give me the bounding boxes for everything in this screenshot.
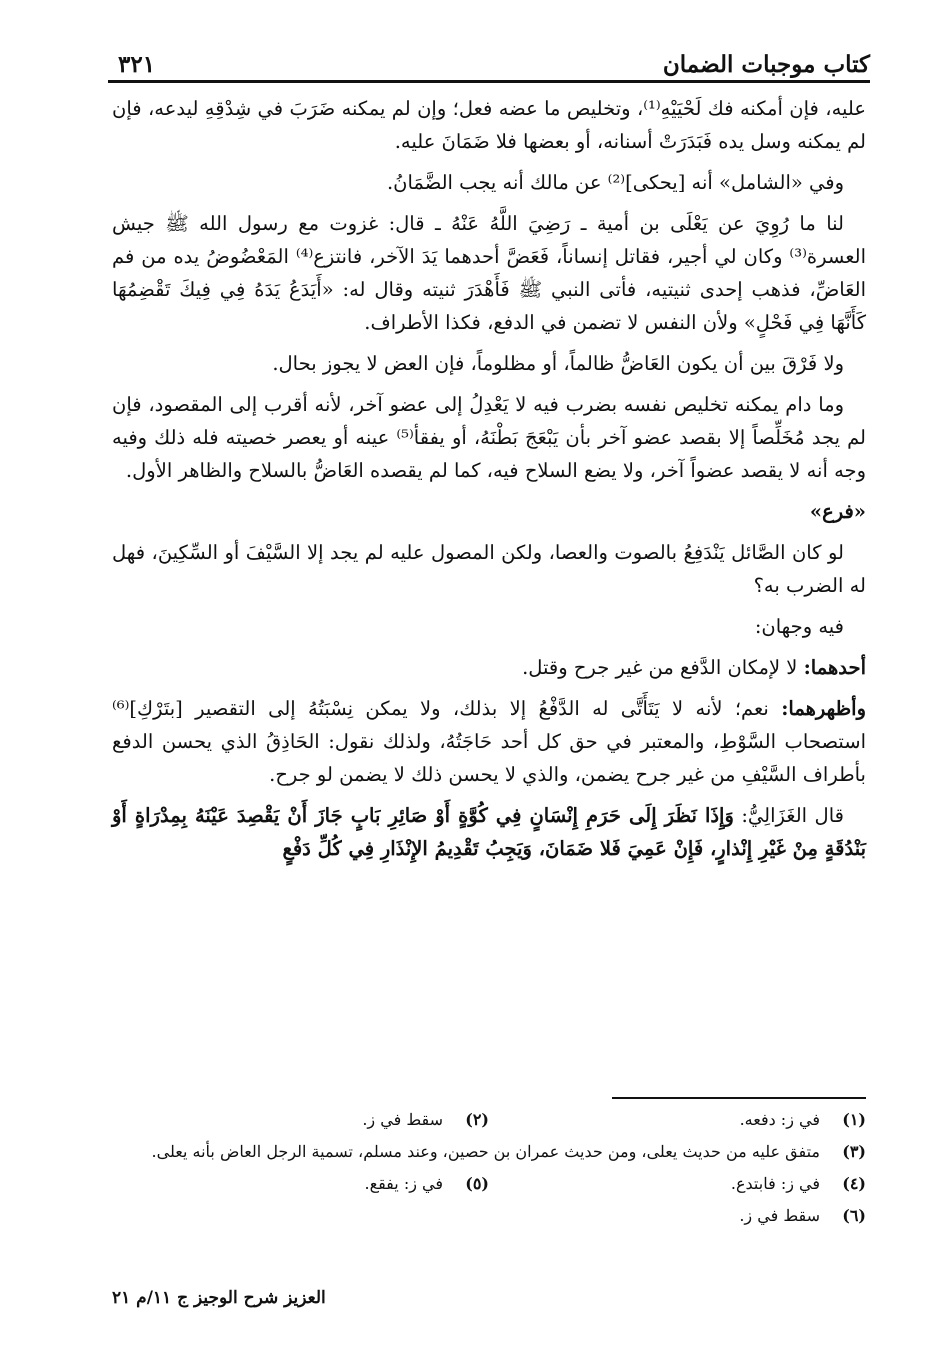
footnote-1 [489,1106,866,1133]
chapter-title: كتاب موجبات الضمان [662,51,870,78]
footnote-number: (٢) [465,1110,489,1129]
paragraph: وما دام يمكنه تخليص نفسه بضرب فيه لا يَعْدِلُ إلى عضو آخر، لأنه أقرب إلى المقصود، فإن لم يجد مُخَلِّصاً إلا بقصد عضو آخر بأن يَبْعَجَ بَطْنَهُ، أو يفقأ⁽⁵⁾ عينه أو يعصر خصيته فله ذلك وفيه وجه أنه لا يقصد عضواً آخر، ولا يضع السلاح فيه، كما لم يقصده العَاضُّ بالسلاح والظاهر الأول. [112,393,866,482]
footnote-text: في ز: فابتدع. [730,1174,820,1193]
footnote-2 [112,1106,489,1133]
footnote-text: سقط في ز. [739,1206,820,1225]
footnote-text: في ز: يفقع. [364,1174,443,1193]
page-number: ٣٢١ [118,51,156,78]
main-text [112,92,866,873]
footnote-5 [112,1170,489,1197]
footnote-4 [489,1170,866,1197]
far-heading: «فرع» [809,500,866,523]
footnote-text: في ز: دفعه. [739,1110,820,1129]
footnotes [112,1106,866,1234]
footnote-rule [612,1097,866,1099]
first-view-text: لا لإمكان الدَّفع من غير جرح وقتل. [522,656,804,679]
footnote-text: سقط في ز. [362,1110,443,1129]
footnote-3 [112,1138,866,1165]
second-view [112,692,866,791]
first-view-label: أحدهما: [803,656,866,679]
paragraph: لنا ما رُوِيَ عن يَعْلَى بن أمية ـ رَضِيَ اللَّهُ عَنْهُ ـ قال: غزوت مع رسول الله ﷺ جيش العسرة⁽³⁾ وكان لي أجير، فقاتل إنساناً، فَعَضَّ أحدهما يَدَ الآخر، فانتزع⁽⁴⁾ المَعْضُوضُ يده من فم العَاضِّ، فذهب إحدى ثنيتيه، فأتى النبي ﷺ فَأَهْدَرَ ثنيته وقال له: «أَيَدَعُ يَدَهُ فِي فِيكَ تَقْضِمُهَا كَأَنَّهَا فِي فَحْلٍ» ولأن النفس لا تضمن في الدفع، فكذا الأطراف. [112,212,866,334]
paragraph: ولا فَرْقَ بين أن يكون العَاضُّ ظالماً، أو مظلوماً، فإن العض لا يجوز بحال. [272,352,844,375]
running-header [118,38,870,78]
ghazali-quote [112,799,866,865]
second-view-label: وأظهرهما: [781,697,866,720]
paragraph: لو كان الصَّائل يَنْدَفِعُ بالصوت والعصا، ولكن المصول عليه لم يجد إلا السَّيْفَ أو السِّكِينَ، فهل له الضرب به؟ [112,541,866,597]
page-footer: العزيز شرح الوجيز ج ١١/م ٢١ [112,1288,326,1308]
paragraph: وفي «الشامل» أنه [يحكى]⁽²⁾ عن مالك أنه يجب الضَّمَانُ. [386,171,844,194]
footnote-number: (٤) [842,1174,866,1193]
footnote-number: (٦) [842,1206,866,1225]
footnote-number: (٣) [842,1142,866,1161]
paragraph: عليه، فإن أمكنه فك لَحْيَيْهِ⁽¹⁾، وتخليص ما عضه فعل؛ وإن لم يمكنه ضَرَبَ في شِدْقِهِ ليدعه، فإن لم يمكنه وسل يده فَبَدَرَتْ أسنانه، أو بعضها فلا ضَمَانَ عليه. [112,97,866,153]
header-rule [108,80,870,83]
footnote-number: (١) [842,1110,866,1129]
paragraph: فيه وجهان: [754,615,844,638]
footnote-number: (٥) [465,1174,489,1193]
first-view [112,651,866,684]
second-view-text: نعم؛ لأنه لا يَتَأَتَّى له الدَّفْعُ إلا بذلك، ولا يمكن نِسْبَتُهُ إلى التقصير [بتَرْكِ]⁽⁶⁾ استصحاب السَّوْطِ، والمعتبر في حق كل أحد حَاجَتُهُ، ولذلك نقول: الحَاذِقُ الذي يحسن الدفع بأطراف السَّيْفِ من غير جرح يضمن، والذي لا يحسن ذلك لا يضمن لو جرح. [112,697,866,786]
footnote-6 [112,1202,866,1229]
footnote-text: متفق عليه من حديث يعلى، ومن حديث عمران بن حصين، وعند مسلم، تسمية الرجل العاض بأنه يعلى. [151,1142,820,1161]
quote-text: وَإِذَا نَظَرَ إِلَى حَرَمِ إِنْسَانٍ فِي كُوَّةٍ أَوْ صَائِرِ بَابٍ جَازَ أَنْ يَقْصِدَ عَيْنَهُ بِمِدْرَاةٍ أَوْ بَنْدُقَةٍ مِنْ غَيْرِ إِنْذارٍ، فَإِنْ عَمِيَ فَلا ضَمَانَ، وَيَجِبُ تَقْدِيمُ الإِنْذَارِ فِي كُلِّ دَفْعٍ [112,804,866,860]
quote-lead: قال الغَزَالِيُّ: [733,804,844,827]
